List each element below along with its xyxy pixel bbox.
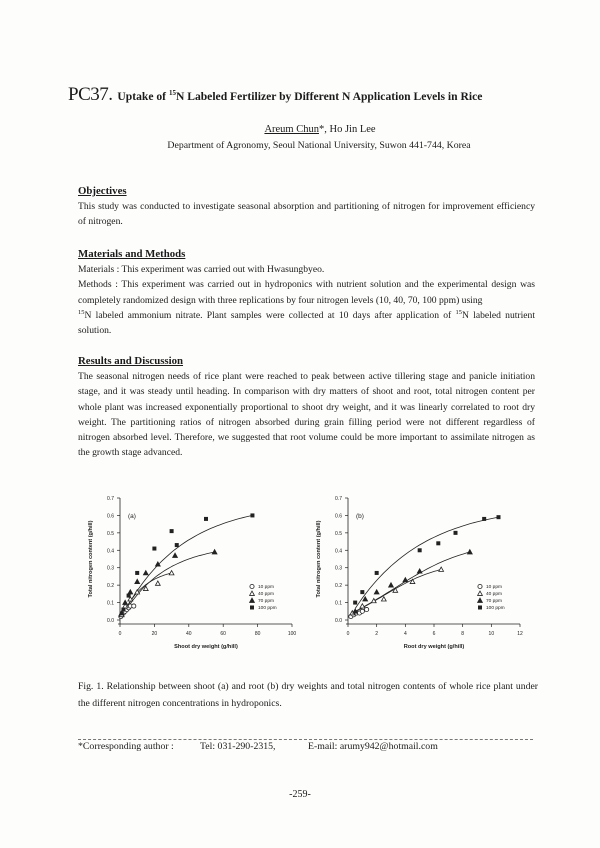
page-number: -259- <box>289 789 311 800</box>
results-heading: Results and Discussion <box>78 355 184 367</box>
chart-shoot <box>74 488 304 668</box>
methods-text-2: N labeled ammonium nitrate. Plant samples were collected at 10 days after application of <box>84 309 456 321</box>
y-axis-label: Total nitrogen content (g/hill) <box>88 520 94 598</box>
methods-sup-1: 15 <box>78 308 85 316</box>
data-point <box>212 550 217 554</box>
legend-marker <box>478 598 483 602</box>
author-line <box>0 124 600 135</box>
x-tick-label: 4 <box>403 631 407 637</box>
data-point <box>132 604 136 608</box>
y-tick-label: 0.7 <box>335 496 342 502</box>
objectives-section <box>78 184 535 230</box>
panel-label: (b) <box>356 513 364 520</box>
legend-label: 40 ppm <box>258 592 274 597</box>
x-tick-label: 12 <box>517 631 523 637</box>
x-tick-label: 8 <box>461 631 465 637</box>
results-section <box>78 354 535 461</box>
legend-marker <box>250 606 254 610</box>
materials-text: Materials : This experiment was carried out with Hwasungbyeo. <box>78 264 325 275</box>
chart-root <box>302 488 532 668</box>
data-point <box>135 579 140 583</box>
data-point <box>152 547 156 551</box>
x-axis-label: Root dry weight (g/hill) <box>403 644 465 650</box>
y-tick-label: 0.3 <box>107 565 114 572</box>
footer-divider <box>78 739 533 740</box>
legend-marker <box>250 591 255 595</box>
methods-text <box>78 277 535 338</box>
y-tick-label: 0.5 <box>107 530 114 537</box>
paper-title <box>68 84 558 106</box>
legend-label: 100 ppm <box>258 606 277 611</box>
data-point <box>123 600 128 604</box>
y-tick-label: 0.0 <box>335 618 342 624</box>
first-author: Areum Chun <box>264 124 319 135</box>
y-tick-label: 0.5 <box>335 530 342 537</box>
data-point <box>497 515 501 519</box>
methods-text-3: N labeled nutrient solution. <box>78 309 535 337</box>
legend-label: 40 ppm <box>486 592 502 597</box>
methods-sup-2: 15 <box>455 308 463 316</box>
legend-marker <box>250 584 254 588</box>
data-point <box>353 601 357 605</box>
fit-curve <box>355 517 498 608</box>
data-point <box>155 581 160 585</box>
title-superscript: 15 <box>168 89 176 98</box>
data-point <box>381 597 386 601</box>
title-post: N Labeled Fertilizer by Different N Application Levels in Rice <box>175 90 483 103</box>
methods-heading: Materials and Methods <box>78 248 186 260</box>
methods-text-1: Methods : This experiment was carried out in hydroponics with nutrient solution and the experimental design was completely randomized design with three replications by four nitrogen levels (10, 40, 70, 100 ppm) using <box>78 279 535 306</box>
data-point <box>374 590 379 594</box>
y-tick-label: 0.7 <box>107 496 114 502</box>
data-point <box>439 567 444 571</box>
data-point <box>389 583 394 587</box>
data-point <box>360 590 364 594</box>
y-tick-label: 0.4 <box>107 548 114 555</box>
data-point <box>436 541 440 545</box>
legend-marker <box>250 598 255 602</box>
data-point <box>121 608 125 612</box>
figure-caption: Fig. 1. Relationship between shoot (a) and root (b) dry weights and total nitrogen contents of whole rice plant under the different nitrogen concentrations in hydroponics. <box>78 681 538 709</box>
x-tick-label: 80 <box>254 631 261 637</box>
title-pre: Uptake of <box>117 90 169 103</box>
affiliation: Department of Agronomy, Seoul National University, Suwon 441-744, Korea <box>167 140 471 151</box>
x-tick-label: 6 <box>432 631 436 637</box>
x-tick-label: 20 <box>151 631 158 637</box>
legend-marker <box>478 606 482 610</box>
y-tick-label: 0.4 <box>335 548 342 555</box>
data-point <box>375 571 379 575</box>
legend-marker <box>478 584 482 588</box>
data-point <box>363 597 368 601</box>
legend-marker <box>478 591 483 595</box>
figure-1 <box>74 488 534 668</box>
data-point <box>204 517 208 521</box>
y-tick-label: 0.3 <box>335 565 342 572</box>
y-tick-label: 0.2 <box>335 583 342 590</box>
results-text: The seasonal nitrogen needs of rice plant were reached to peak between active tillering stage and panicle initiation stage, and it was steady until heading. In comparison with dry matters of shoot and root, total nitrogen content per whole plant was increased exponentially proportional to shoot dry weight, and it was linearly correlated to root dry weight. The partitioning ratios of nitrogen absorbed during grain filling period were not different regardless of nitrogen absorbed level. Therefore, we suggested that root volume could be more important to assimilate nitrogen as the growth stage advanced. <box>78 371 535 459</box>
data-point <box>135 571 139 575</box>
fit-curve <box>123 515 252 613</box>
objectives-text: This study was conducted to investigate seasonal absorption and partitioning of nitrogen for improvement efficiency of nitrogen. <box>78 201 535 228</box>
other-authors: *, Ho Jin Lee <box>318 124 376 135</box>
data-point <box>360 609 364 613</box>
data-point <box>155 562 160 566</box>
y-axis-label: Total nitrogen content (g/hill) <box>316 520 322 598</box>
x-tick-label: 10 <box>488 631 495 637</box>
x-tick-label: 60 <box>220 631 226 637</box>
y-tick-label: 0.6 <box>107 513 114 520</box>
y-tick-label: 0.1 <box>335 600 342 607</box>
objectives-heading: Objectives <box>78 185 127 197</box>
data-point <box>127 594 131 598</box>
data-point <box>169 571 174 575</box>
corresponding-label: *Corresponding author : <box>78 741 174 752</box>
data-point <box>250 513 254 517</box>
data-point <box>467 550 472 554</box>
panel-label: (a) <box>128 513 136 520</box>
data-point <box>175 543 179 547</box>
y-tick-label: 0.2 <box>107 583 114 590</box>
y-tick-label: 0.6 <box>335 513 342 520</box>
data-point <box>170 529 174 533</box>
x-axis-label: Shoot dry weight (g/hill) <box>174 644 238 650</box>
data-point <box>403 578 408 582</box>
data-point <box>360 604 365 608</box>
data-point <box>418 548 422 552</box>
data-point <box>410 579 415 583</box>
data-point <box>482 517 486 521</box>
x-tick-label: 40 <box>186 631 192 637</box>
legend-label: 10 ppm <box>258 585 274 590</box>
paper-code: PC37. <box>68 84 113 105</box>
legend-label: 70 ppm <box>486 599 502 604</box>
legend-label: 100 ppm <box>486 606 505 611</box>
data-point <box>173 553 178 557</box>
data-point <box>143 571 148 575</box>
x-tick-label: 0 <box>346 631 350 637</box>
data-point <box>454 531 458 535</box>
x-tick-label: 100 <box>287 631 297 637</box>
x-tick-label: 2 <box>375 631 379 637</box>
legend-label: 10 ppm <box>486 585 502 590</box>
methods-section <box>78 247 535 338</box>
x-tick-label: 0 <box>118 631 122 637</box>
telephone: Tel: 031-290-2315, <box>200 741 276 752</box>
data-point <box>417 569 422 573</box>
y-tick-label: 0.0 <box>107 618 114 624</box>
email: E-mail: arumy942@hotmail.com <box>308 741 438 752</box>
data-point <box>128 590 133 594</box>
y-tick-label: 0.1 <box>107 600 114 607</box>
legend-label: 70 ppm <box>258 599 274 604</box>
